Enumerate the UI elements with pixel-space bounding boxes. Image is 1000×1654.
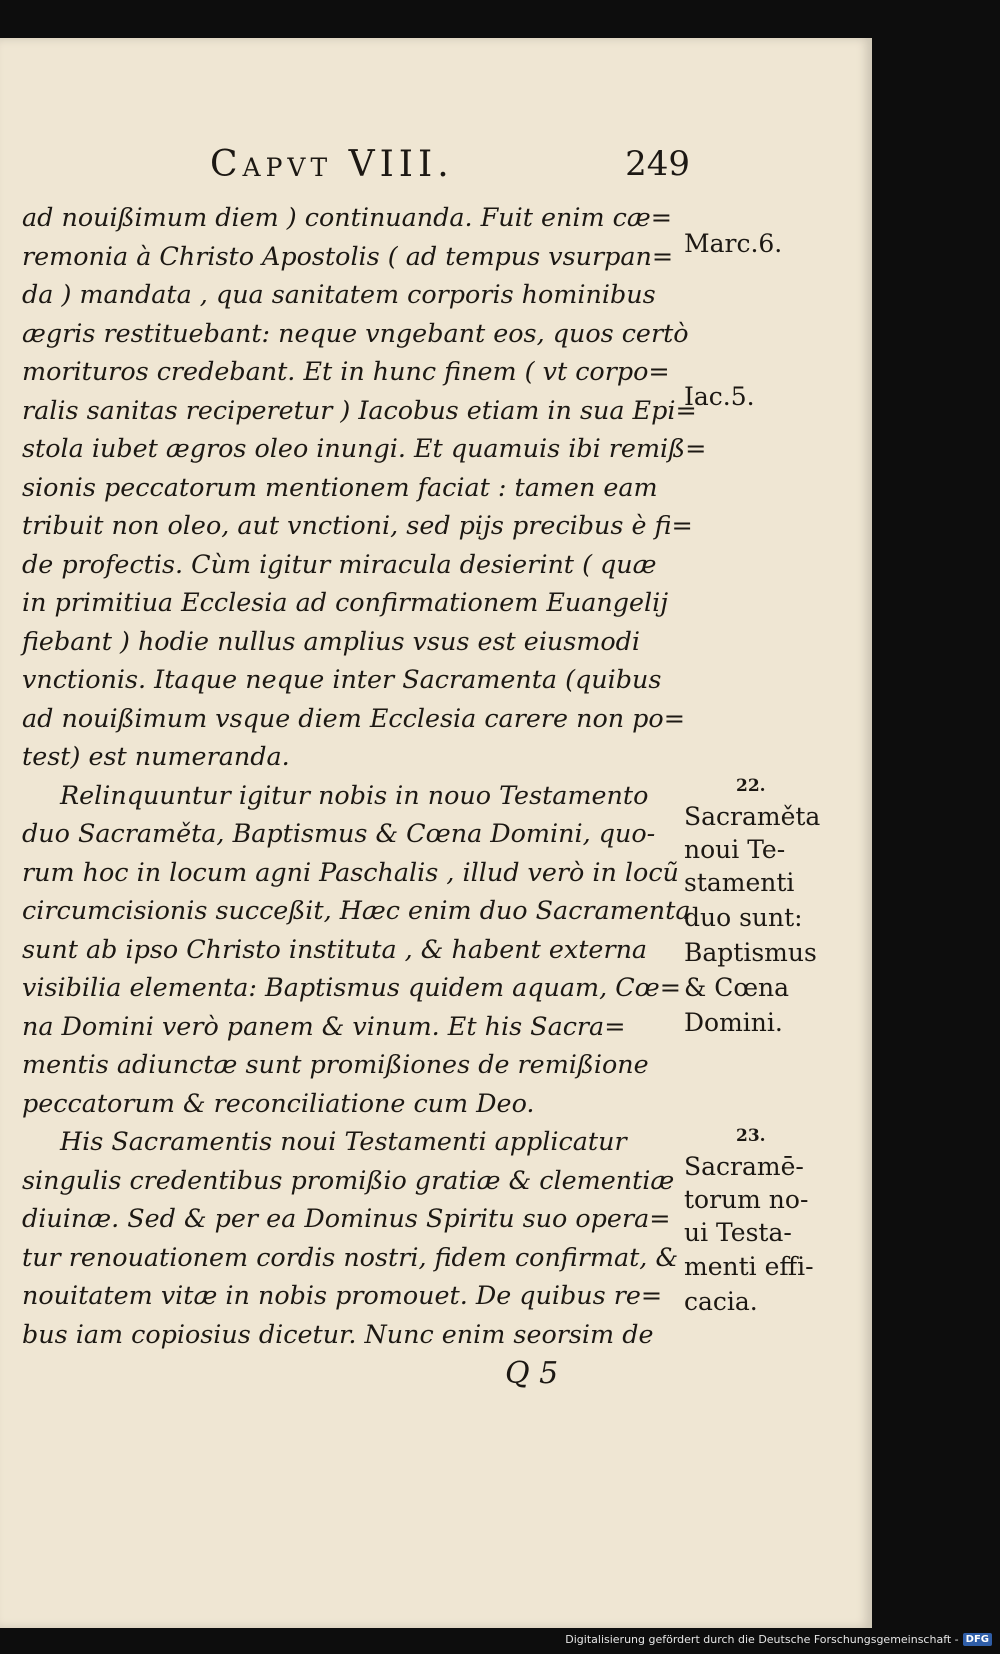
text-line: peccatorum & reconciliatione cum Deo. [22, 1087, 535, 1118]
footer-credit [565, 1633, 992, 1646]
text-line: da ) mandata , qua sanitatem corporis hominibus [22, 279, 656, 309]
text-line: rum hoc in locum agni Paschalis , illud verò in locũ [22, 856, 679, 887]
text-line: diuinæ. Sed & per ea Dominus Spiritu suo opera= [22, 1203, 671, 1233]
margin-note-line: cacia. [684, 1287, 758, 1316]
text-line: ad nouißimum vsque diem Ecclesia carere non po= [22, 702, 685, 733]
text-line: ægris restituebant: neque vngebant eos, quos certò [22, 317, 689, 348]
text-line: fiebant ) hodie nullus amplius vsus est eiusmodi [22, 625, 641, 656]
text-line: stola iubet ægros oleo inungi. Et quamuis ibi remiß= [22, 433, 707, 463]
page-number: 249 [625, 144, 690, 184]
text-line: tur renouationem cordis nostri, fidem confirmat, & [22, 1241, 679, 1272]
margin-note-line: menti effi- [684, 1252, 814, 1281]
text-line: sionis peccatorum mentionem faciat : tamen eam [22, 471, 658, 502]
margin-note-line: duo sunt: [684, 903, 803, 932]
margin-note-line: & Cœna [684, 973, 790, 1002]
margin-note-line: noui Te- [684, 835, 786, 864]
margin-note-line: Sacramē- [684, 1152, 804, 1181]
text-line: bus iam copiosius dicetur. Nunc enim seorsim de [22, 1318, 654, 1349]
text-line: ad nouißimum diem ) continuanda. Fuit enim cæ= [22, 202, 673, 232]
text-line: mentis adiunctæ sunt promißiones de remißione [22, 1049, 649, 1079]
text-line: Relinquuntur igitur nobis in nouo Testamento [60, 779, 649, 810]
running-head: Capvt VIII. [210, 144, 454, 185]
text-line: vnctionis. Itaque neque inter Sacramenta (quibus [22, 664, 662, 694]
text-line: remonia à Christo Apostolis ( ad tempus vsurpan= [22, 240, 674, 271]
text-line: ralis sanitas reciperetur ) Iacobus etiam in sua Epi= [22, 394, 697, 425]
text-line: in primitiua Ecclesia ad confirmationem Euangelij [22, 587, 669, 617]
text-line: His Sacramentis noui Testamenti applicatur [60, 1126, 627, 1156]
dfg-logo: DFG [963, 1633, 992, 1646]
text-line: sunt ab ipso Christo instituta , & habent externa [22, 933, 648, 964]
page-header [210, 144, 690, 194]
text-line: duo Sacraměta, Baptismus & Cœna Domini, quo- [22, 818, 656, 848]
margin-note-marc: Marc.6. [684, 229, 783, 258]
margin-note-line: stamenti [684, 868, 795, 897]
text-line: singulis credentibus promißio gratiæ & clementiæ [22, 1164, 675, 1195]
book-page [0, 38, 872, 1628]
text-line: visibilia elementa: Baptismus quidem aquam, Cœ= [22, 972, 682, 1002]
text-line: test) est numeranda. [22, 741, 290, 771]
text-line: morituros credebant. Et in hunc finem ( vt corpo= [22, 356, 670, 386]
margin-note-iac: Iac.5. [684, 382, 755, 411]
margin-note-line: ui Testa- [684, 1218, 792, 1247]
footer-credit-text: Digitalisierung gefördert durch die Deutsche Forschungsgemeinschaft - [565, 1633, 959, 1646]
margin-note-line: Domini. [684, 1008, 783, 1037]
margin-note-line: Sacraměta [684, 802, 821, 831]
margin-note-number-23: 23. [736, 1126, 766, 1146]
text-line: circumcisionis succeßit, Hæc enim duo Sacramenta [22, 895, 691, 925]
text-line: nouitatem vitæ in nobis promouet. De quibus re= [22, 1280, 663, 1310]
body-text [22, 198, 707, 1353]
text-line: de profectis. Cùm igitur miracula desierint ( quæ [22, 548, 657, 579]
signature-mark: Q 5 [505, 1356, 559, 1391]
margin-note-number-22: 22. [736, 776, 766, 796]
text-line: tribuit non oleo, aut vnctioni, sed pijs precibus è fi= [22, 510, 693, 540]
margin-note-line: torum no- [684, 1185, 809, 1214]
text-line: na Domini verò panem & vinum. Et his Sacra= [22, 1010, 626, 1041]
margin-note-line: Baptismus [684, 938, 817, 967]
